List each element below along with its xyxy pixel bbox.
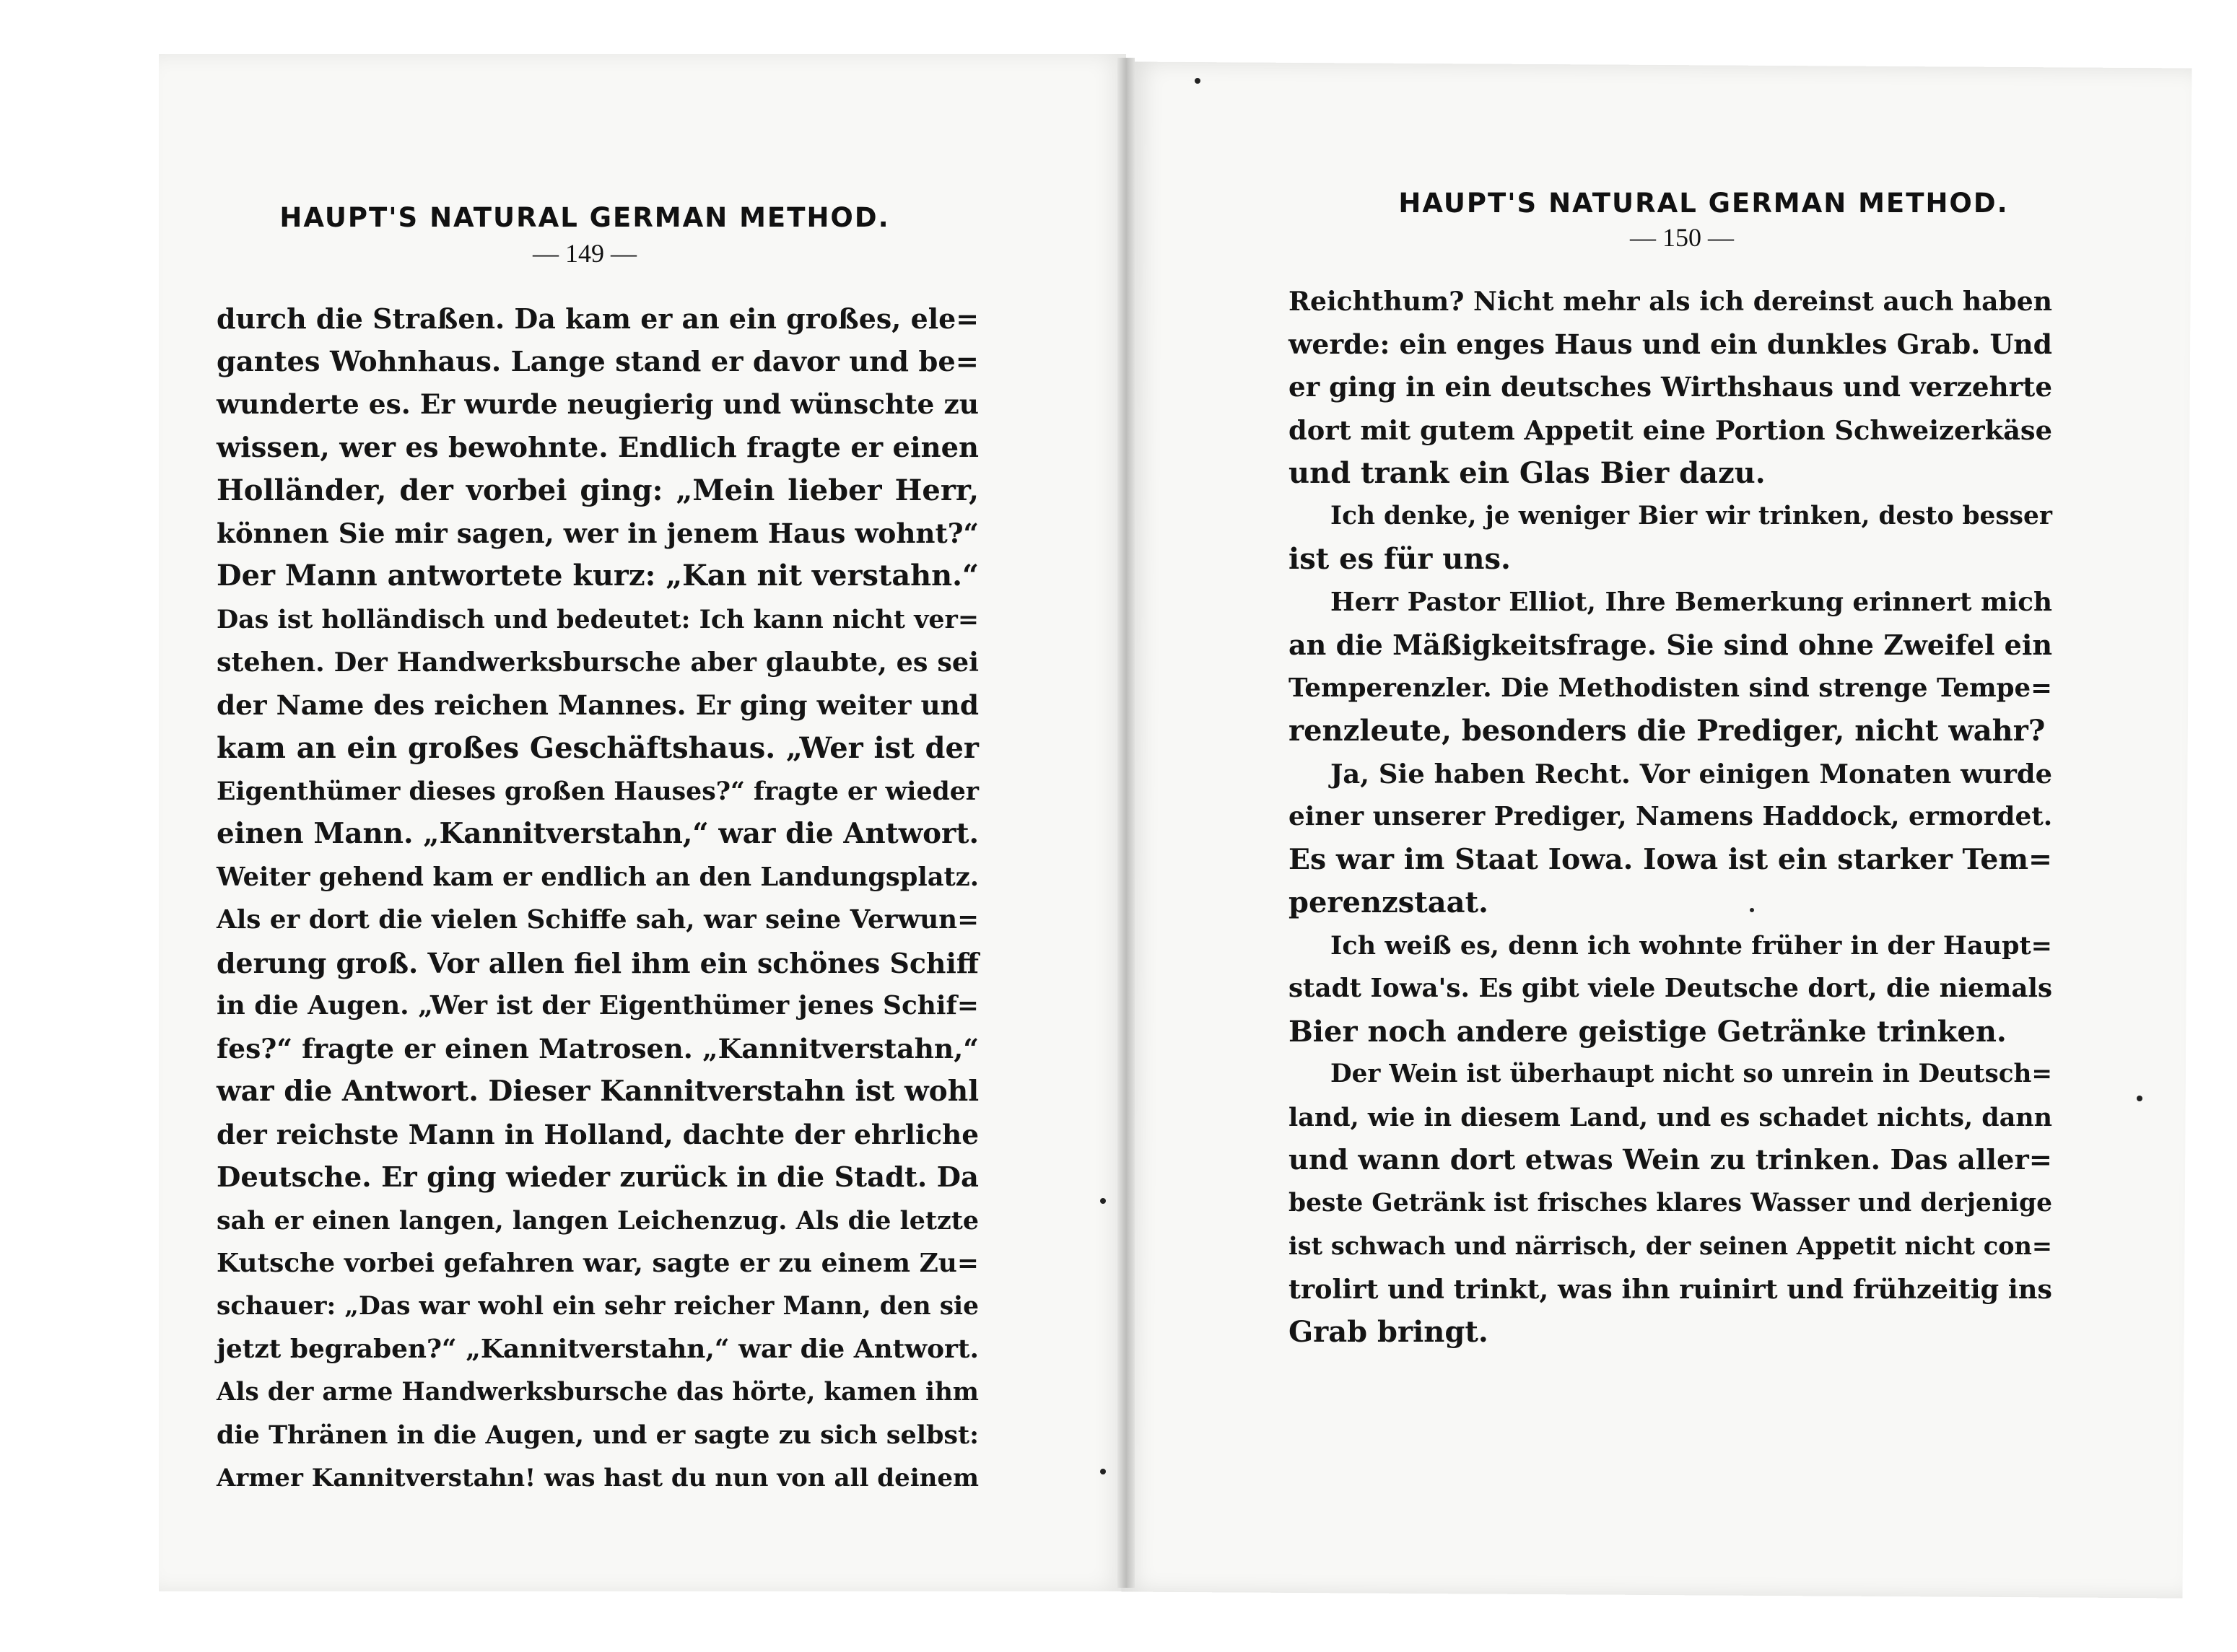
text-line: und trank ein Glas Bier dazu.: [1288, 456, 1766, 490]
text-line: können Sie mir sagen, wer in jenem Haus wohnt?“: [217, 517, 979, 549]
scan-speck: [1100, 1198, 1106, 1204]
text-line: kam an ein großes Geschäftshaus. „Wer ist der: [217, 731, 979, 765]
left-running-header: HAUPT'S NATURAL GERMAN METHOD.: [279, 202, 890, 233]
text-line: Als der arme Handwerksbursche das hörte, kamen ihm: [217, 1377, 979, 1407]
paragraph: [1288, 1053, 2052, 1354]
text-line: Deutsche. Er ging wieder zurück in die Stadt. Da: [217, 1161, 979, 1194]
text-line: der Name des reichen Mannes. Er ging weiter und: [217, 689, 979, 721]
text-line: dort mit gutem Appetit eine Portion Schweizerkäse: [1288, 414, 2052, 446]
text-line: stehen. Der Handwerksbursche aber glaubte, es sei: [217, 647, 979, 678]
text-line: Armer Kannitverstahn! was hast du nun von all deinem: [217, 1463, 979, 1493]
text-line: sah er einen langen, langen Leichenzug. Als die letzte: [217, 1205, 979, 1236]
text-line: Der Wein ist überhaupt nicht so unrein in Deutsch=: [1330, 1059, 2052, 1088]
text-line: trolirt und trinkt, was ihn ruinirt und frühzeitig ins: [1288, 1273, 2052, 1305]
scan-speck: [1100, 1469, 1106, 1474]
text-line: war die Antwort. Dieser Kannitverstahn ist wohl: [217, 1075, 980, 1108]
text-line: Ich weiß es, denn ich wohnte früher in der Haupt=: [1330, 930, 2052, 961]
paragraph: [1288, 925, 2052, 1054]
paragraph: [1288, 495, 2052, 581]
right-page-number: — 150 —: [1630, 223, 1734, 252]
text-line: einen Mann. „Kannitverstahn,“ war die Antwort.: [217, 818, 979, 850]
text-line: stadt Iowa's. Es gibt viele Deutsche dort, die niemals: [1288, 974, 2052, 1003]
text-line: Holländer, der vorbei ging: „Mein lieber Herr,: [217, 473, 979, 507]
right-running-header: HAUPT'S NATURAL GERMAN METHOD.: [1398, 188, 2009, 219]
bleed-through-text: [1281, 1350, 1289, 1391]
text-line: Grab bringt.: [1288, 1315, 1488, 1349]
text-line: Temperenzler. Die Methodisten sind strenge Tempe=: [1288, 673, 2052, 703]
right-body-text: [1288, 280, 2052, 1354]
text-line: Weiter gehend kam er endlich an den Landungsplatz.: [217, 862, 979, 892]
text-line: Kutsche vorbei gefahren war, sagte er zu einem Zu=: [217, 1248, 979, 1278]
text-line: wunderte es. Er wurde neugierig und wünschte zu: [217, 388, 979, 420]
text-line: schauer: „Das war wohl ein sehr reicher Mann, den sie: [217, 1291, 979, 1321]
book-gutter: [1117, 58, 1135, 1588]
text-line: Eigenthümer dieses großen Hauses?“ fragte er wieder: [217, 776, 979, 806]
text-line: und wann dort etwas Wein zu trinken. Das aller=: [1288, 1144, 2052, 1176]
text-line: fes?“ fragte er einen Matrosen. „Kannitverstahn,“: [217, 1032, 979, 1065]
text-line: werde: ein enges Haus und ein dunkles Grab. Und: [1288, 328, 2052, 360]
text-line: wissen, wer es bewohnte. Endlich fragte er einen: [217, 431, 979, 464]
text-line: er ging in ein deutsches Wirthshaus und verzehrte: [1288, 371, 2052, 403]
text-line: die Thränen in die Augen, und er sagte zu sich selbst:: [217, 1420, 979, 1450]
text-line: Herr Pastor Elliot, Ihre Bemerkung erinnert mich: [1330, 586, 2052, 617]
scan-speck: [2137, 1096, 2142, 1101]
text-line: Es war im Staat Iowa. Iowa ist ein starker Tem=: [1288, 842, 2052, 876]
text-line: an die Mäßigkeitsfrage. Sie sind ohne Zweifel ein: [1288, 629, 2052, 661]
text-line: einer unserer Prediger, Namens Haddock, ermordet.: [1288, 801, 2053, 831]
text-line: Ja, Sie haben Recht. Vor einigen Monaten wurde: [1330, 757, 2052, 790]
text-line: jetzt begraben?“ „Kannitverstahn,“ war die Antwort.: [217, 1334, 979, 1364]
paragraph: [1288, 753, 2052, 925]
text-line: beste Getränk ist frisches klares Wasser und derjenige: [1288, 1188, 2052, 1218]
text-line: Ich denke, je weniger Bier wir trinken, desto besser: [1330, 501, 2052, 530]
text-line: derung groß. Vor allen fiel ihm ein schönes Schiff: [217, 946, 979, 979]
text-line: Als er dort die vielen Schiffe sah, war seine Verwun=: [217, 904, 979, 935]
text-line: Das ist holländisch und bedeutet: Ich kann nicht ver=: [217, 604, 979, 634]
text-line: Der Mann antwortete kurz: „Kan nit verstahn.“: [217, 559, 979, 593]
text-line: der reichste Mann in Holland, dachte der ehrliche: [217, 1118, 979, 1150]
scan-speck: [1195, 78, 1200, 84]
text-line: Reichthum? Nicht mehr als ich dereinst auch haben: [1288, 286, 2052, 317]
text-line: perenzstaat.: [1288, 886, 1488, 919]
paragraph: [1288, 280, 2052, 495]
text-line: gantes Wohnhaus. Lange stand er davor und be=: [217, 345, 979, 378]
text-line: ist schwach und närrisch, der seinen Appetit nicht con=: [1288, 1231, 2052, 1260]
left-page-number: — 149 —: [533, 239, 637, 268]
left-body-text: [217, 297, 979, 1500]
text-line: ist es für uns.: [1288, 542, 1511, 576]
text-line: durch die Straßen. Da kam er an ein großes, ele=: [217, 302, 979, 335]
paragraph: [1288, 581, 2052, 753]
text-line: land, wie in diesem Land, und es schadet nichts, dann: [1288, 1102, 2052, 1132]
text-line: Bier noch andere geistige Getränke trinken.: [1288, 1014, 2007, 1049]
text-line: in die Augen. „Wer ist der Eigenthümer jenes Schif=: [217, 990, 979, 1021]
scan-speck: [1750, 908, 1754, 912]
text-line: renzleute, besonders die Prediger, nicht wahr?: [1288, 714, 2046, 748]
